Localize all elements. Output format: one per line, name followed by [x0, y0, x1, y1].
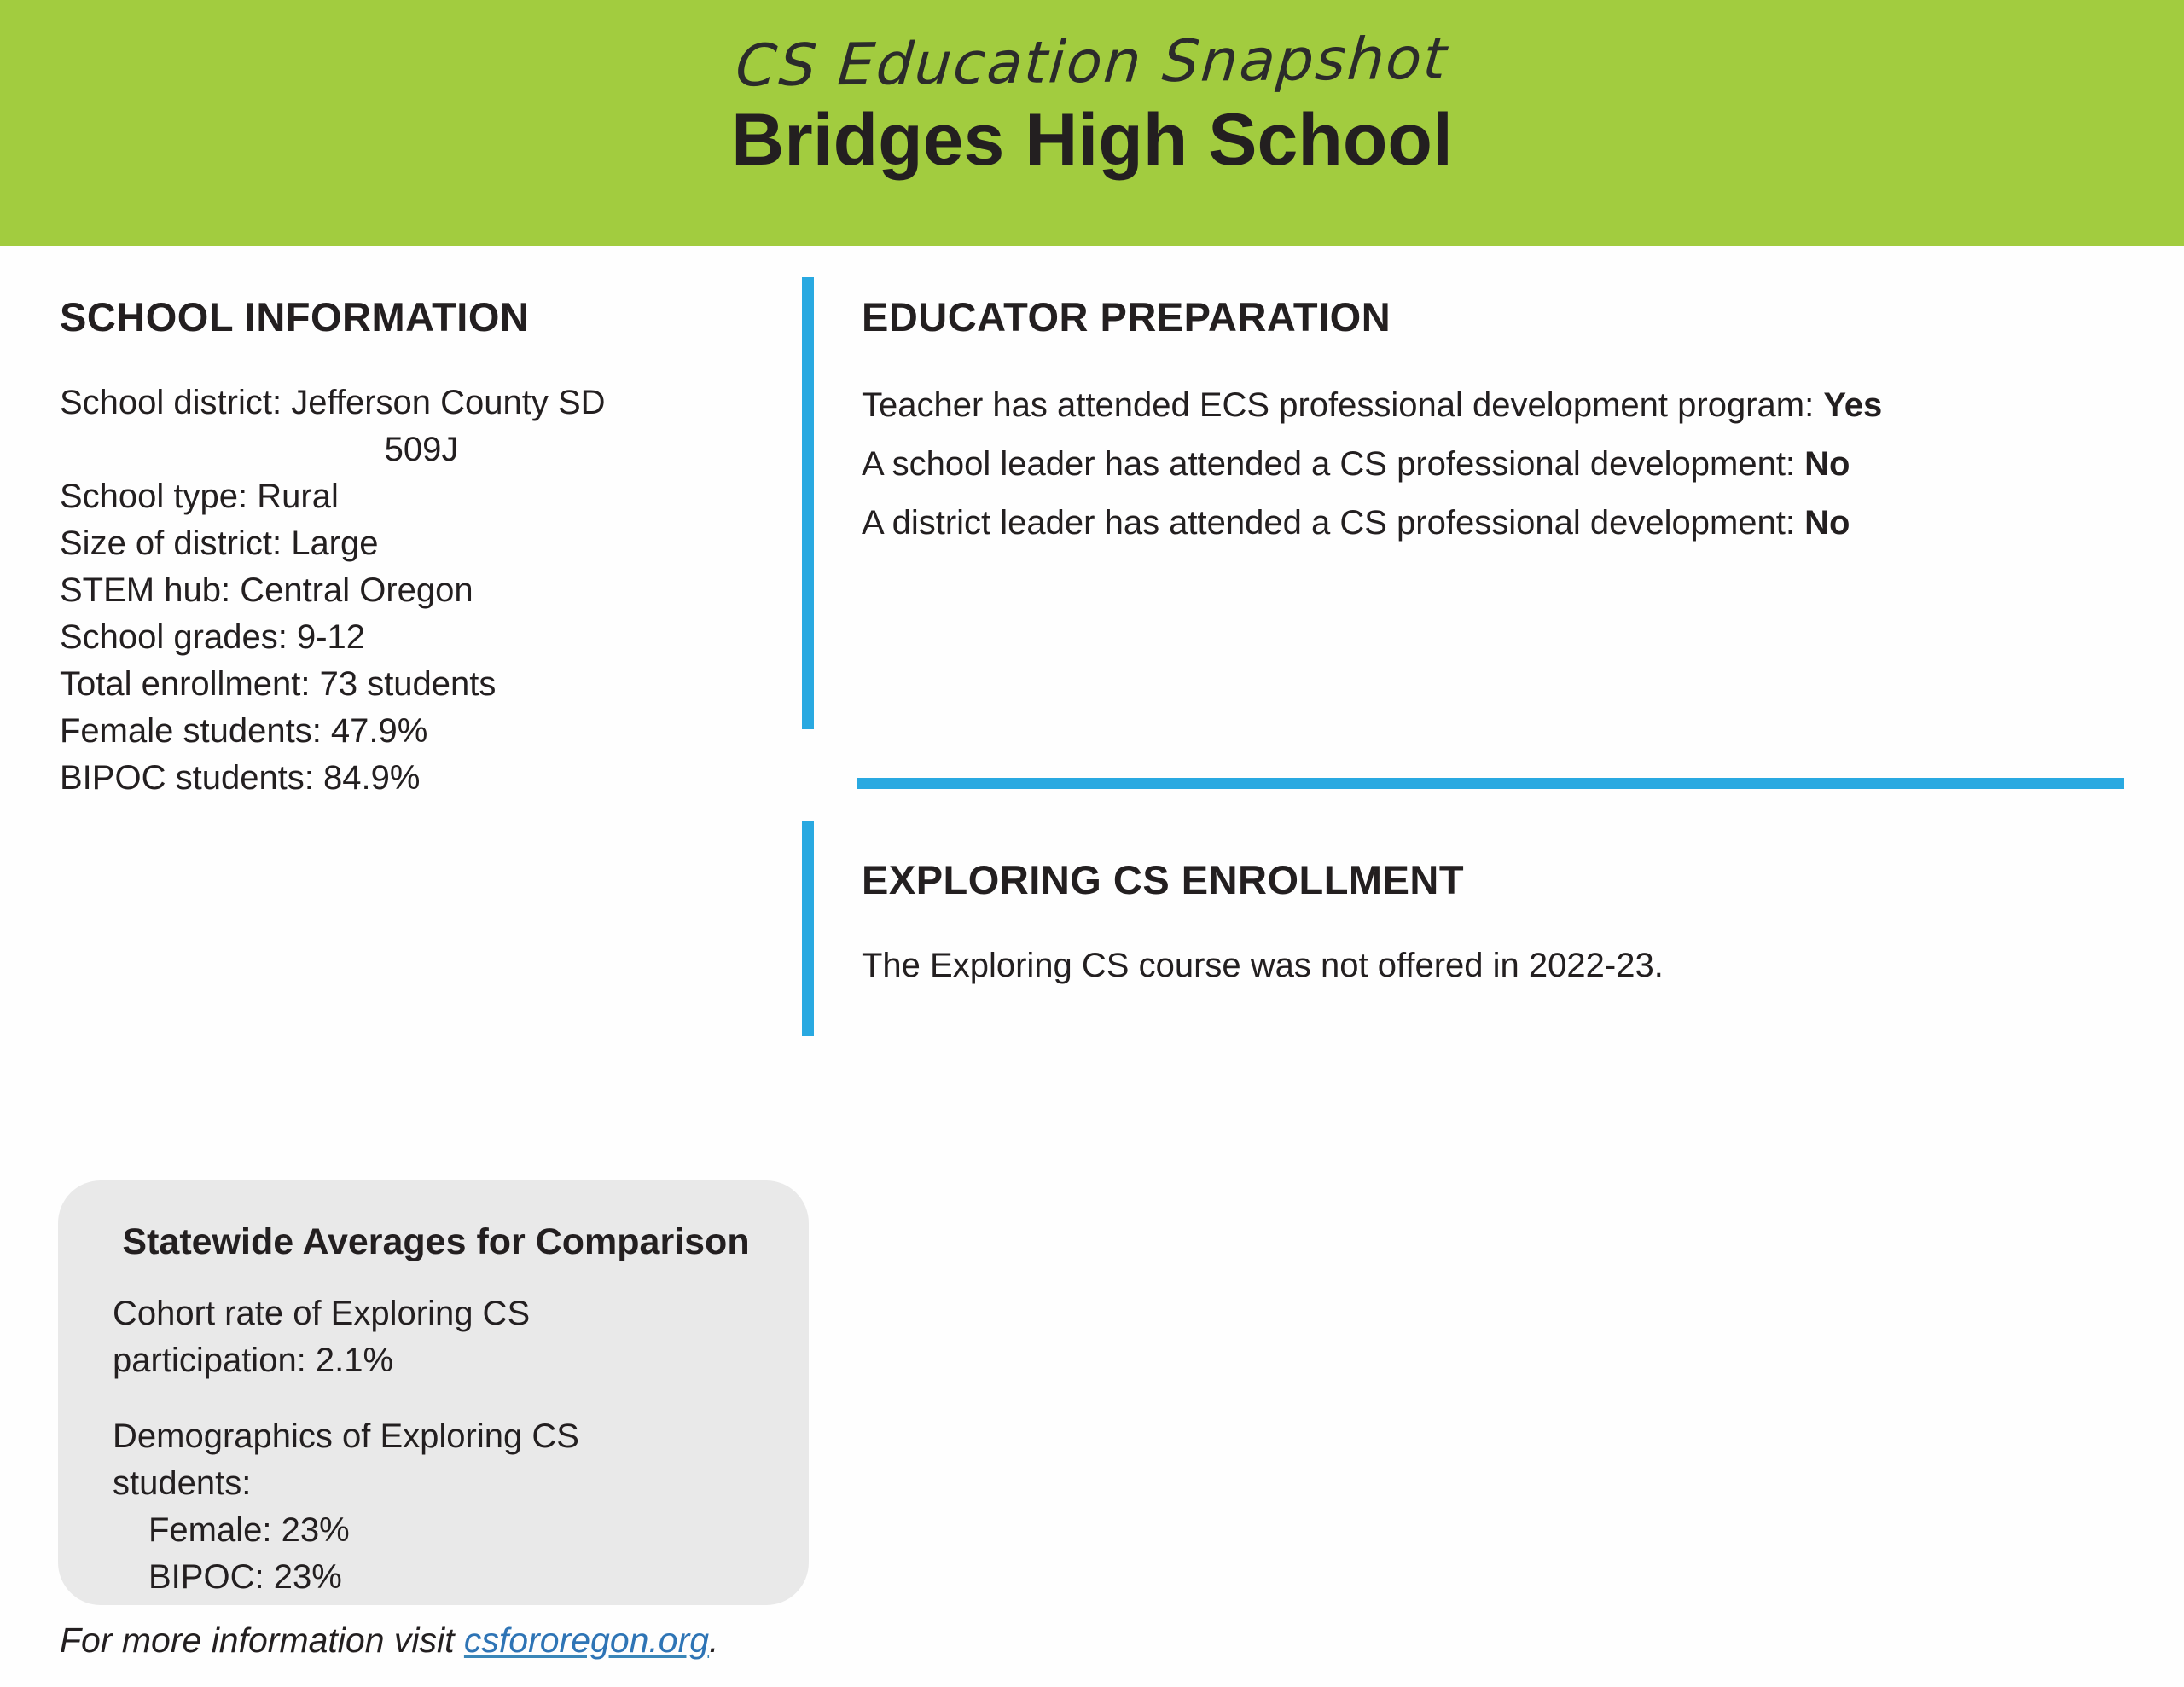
demographics-line2: students: — [113, 1464, 252, 1502]
district-size-row: Size of district: Large — [60, 525, 379, 563]
exploring-section-accent-bar — [802, 821, 814, 1036]
educator-section-accent-bar — [802, 277, 814, 729]
school-information-heading: SCHOOL INFORMATION — [60, 294, 530, 339]
school-district-row — [60, 380, 783, 473]
educator-preparation-body — [862, 376, 2116, 553]
cohort-rate-line2: participation: 2.1% — [113, 1342, 394, 1379]
school-type-row: School type: Rural — [60, 478, 339, 516]
exploring-cs-enrollment-section — [862, 857, 2116, 989]
statewide-averages-heading: Statewide Averages for Comparison — [122, 1221, 750, 1262]
stem-hub-row: STEM hub: Central Oregon — [60, 571, 473, 610]
school-leader-pd-row — [862, 435, 2116, 494]
teacher-pd-answer: Yes — [1823, 386, 1883, 425]
school-leader-pd-label: A school leader has attended a CS professional development: — [862, 445, 1805, 484]
school-district-line2: 509J — [384, 431, 459, 469]
footer-note — [60, 1620, 718, 1661]
footer-text-suffix: . — [709, 1620, 719, 1660]
educator-preparation-section — [862, 294, 2116, 553]
statewide-averages-box — [58, 1180, 809, 1605]
section-divider-line — [857, 778, 2124, 789]
statewide-spacer — [113, 1384, 759, 1413]
bipoc-students-row: BIPOC students: 84.9% — [60, 759, 421, 797]
exploring-cs-heading: EXPLORING CS ENROLLMENT — [862, 857, 1465, 902]
report-title: CS Education Snapshot — [733, 25, 1451, 101]
school-information-section — [60, 294, 783, 802]
bipoc-demographic-row: BIPOC: 23% — [148, 1558, 342, 1596]
district-leader-pd-answer: No — [1804, 504, 1850, 542]
csfororegon-link[interactable]: csfororegon.org — [463, 1620, 710, 1660]
exploring-cs-body: The Exploring CS course was not offered in 2022-23. — [862, 947, 1664, 985]
school-district-line1: School district: Jefferson County SD — [60, 384, 606, 422]
female-students-row: Female students: 47.9% — [60, 712, 428, 751]
female-demographic-row: Female: 23% — [148, 1511, 350, 1549]
school-information-body — [60, 380, 783, 802]
cohort-rate-line1: Cohort rate of Exploring CS — [113, 1295, 531, 1332]
header-banner — [0, 0, 2184, 246]
demographics-line1: Demographics of Exploring CS — [113, 1417, 579, 1455]
teacher-pd-row — [862, 376, 2116, 435]
educator-preparation-heading: EDUCATOR PREPARATION — [862, 294, 1391, 339]
footer-text-prefix: For more information visit — [60, 1620, 464, 1660]
teacher-pd-label: Teacher has attended ECS professional development program: — [862, 386, 1824, 425]
school-leader-pd-answer: No — [1804, 445, 1850, 484]
school-name-title: Bridges High School — [731, 99, 1453, 181]
district-leader-pd-label: A district leader has attended a CS professional development: — [862, 504, 1805, 542]
school-grades-row: School grades: 9-12 — [60, 618, 366, 657]
total-enrollment-row: Total enrollment: 73 students — [60, 665, 497, 704]
district-leader-pd-row — [862, 494, 2116, 553]
